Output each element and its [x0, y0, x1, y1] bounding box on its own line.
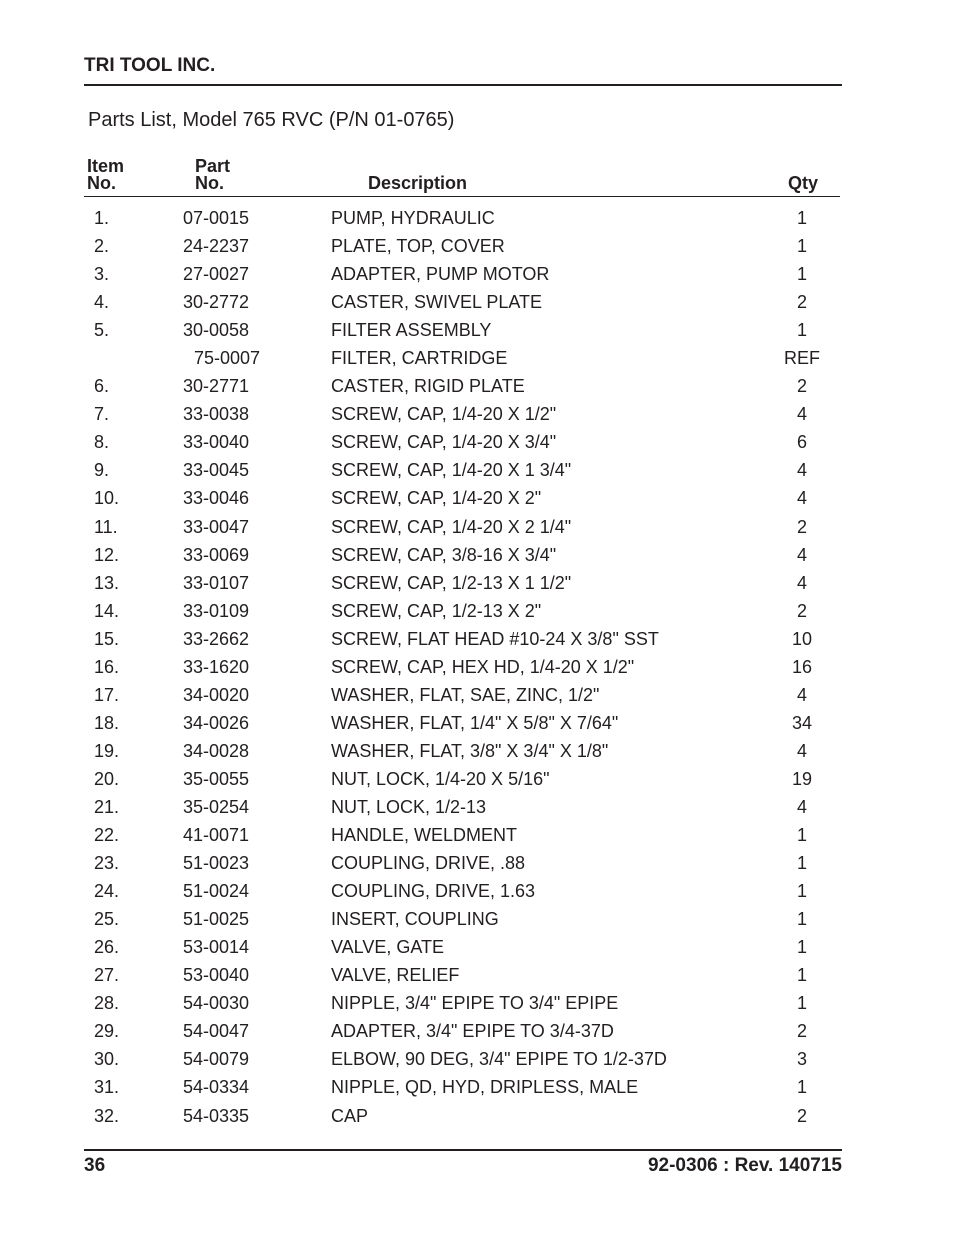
item-no: 19.	[94, 740, 120, 761]
part-no: 33-0038	[183, 404, 250, 425]
part-no: 24-2237	[183, 236, 250, 257]
quantity: 2	[796, 376, 807, 397]
footer-rule	[84, 1149, 842, 1151]
quantity: 1	[796, 965, 807, 986]
description: VALVE, GATE	[331, 937, 445, 958]
part-no: 30-2771	[183, 376, 250, 397]
quantity: 16	[791, 656, 813, 677]
item-no: 13.	[94, 572, 120, 593]
table-row	[0, 457, 954, 485]
quantity: 4	[796, 460, 807, 481]
quantity: 1	[796, 236, 807, 257]
page-title: Parts List, Model 765 RVC (P/N 01-0765)	[88, 109, 455, 131]
part-no: 75-0007	[194, 348, 261, 369]
description: COUPLING, DRIVE, .88	[331, 853, 526, 874]
description: CASTER, RIGID PLATE	[331, 376, 525, 397]
table-row	[0, 962, 954, 990]
description: SCREW, CAP, 1/4-20 X 1 3/4"	[331, 460, 572, 481]
table-row	[0, 934, 954, 962]
part-no: 51-0023	[183, 853, 250, 874]
column-header-qty: Qty	[788, 173, 819, 193]
item-no: 21.	[94, 796, 120, 817]
part-no: 33-0107	[183, 572, 250, 593]
description: CASTER, SWIVEL PLATE	[331, 292, 543, 313]
quantity: 4	[796, 544, 807, 565]
quantity: 2	[796, 1021, 807, 1042]
table-row	[0, 1074, 954, 1102]
description: SCREW, CAP, 3/8-16 X 3/4"	[331, 544, 557, 565]
item-no: 22.	[94, 825, 120, 846]
description: WASHER, FLAT, SAE, ZINC, 1/2"	[331, 684, 600, 705]
quantity: 2	[796, 1105, 807, 1126]
part-no: 33-0045	[183, 460, 250, 481]
item-no: 28.	[94, 993, 120, 1014]
quantity: 4	[796, 572, 807, 593]
document-revision: 92-0306 : Rev. 140715	[647, 1155, 842, 1176]
quantity: 6	[796, 432, 807, 453]
item-no: 2.	[94, 236, 110, 257]
item-no: 30.	[94, 1049, 120, 1070]
part-no: 54-0335	[183, 1105, 250, 1126]
part-no: 35-0254	[183, 796, 250, 817]
column-header-item-line1: Item	[87, 156, 125, 176]
description: FILTER ASSEMBLY	[331, 320, 492, 341]
description: ELBOW, 90 DEG, 3/4" EPIPE TO 1/2-37D	[331, 1049, 667, 1070]
table-row	[0, 990, 954, 1018]
part-no: 33-0047	[183, 516, 250, 537]
item-no: 12.	[94, 544, 120, 565]
part-no: 34-0026	[183, 712, 250, 733]
description: WASHER, FLAT, 1/4" X 5/8" X 7/64"	[331, 712, 619, 733]
table-row	[0, 850, 954, 878]
description: WASHER, FLAT, 3/8" X 3/4" X 1/8"	[331, 740, 609, 761]
quantity: 4	[796, 684, 807, 705]
table-row	[0, 317, 954, 345]
item-no: 26.	[94, 937, 120, 958]
description: PUMP, HYDRAULIC	[331, 208, 495, 228]
description: CAP	[331, 1105, 369, 1126]
table-row	[0, 1103, 954, 1131]
part-no: 27-0027	[183, 264, 250, 285]
column-header-part-line2: No.	[195, 173, 224, 193]
item-no: 16.	[94, 656, 120, 677]
quantity: 10	[791, 628, 813, 649]
description: NUT, LOCK, 1/2-13	[331, 796, 487, 817]
table-row	[0, 401, 954, 429]
item-no: 17.	[94, 684, 120, 705]
part-no: 33-1620	[183, 656, 250, 677]
table-row	[0, 1046, 954, 1074]
table-row	[0, 261, 954, 289]
part-no: 41-0071	[183, 825, 250, 846]
quantity: 1	[796, 993, 807, 1014]
description: FILTER, CARTRIDGE	[331, 348, 508, 369]
table-row	[0, 906, 954, 934]
item-no: 25.	[94, 909, 120, 930]
quantity: 1	[796, 208, 807, 228]
table-row	[0, 485, 954, 513]
description: SCREW, CAP, 1/4-20 X 2 1/4"	[331, 516, 572, 537]
part-no: 51-0025	[183, 909, 250, 930]
quantity: REF	[784, 348, 820, 369]
quantity: 1	[796, 853, 807, 874]
item-no: 27.	[94, 965, 120, 986]
quantity: 4	[796, 404, 807, 425]
part-no: 33-0040	[183, 432, 250, 453]
page-number: 36	[84, 1155, 106, 1176]
item-no: 32.	[94, 1105, 120, 1126]
table-row	[0, 654, 954, 682]
description: ADAPTER, PUMP MOTOR	[331, 264, 550, 285]
table-header-rule	[84, 196, 840, 197]
quantity: 1	[796, 825, 807, 846]
table-row	[0, 345, 954, 373]
description: SCREW, CAP, 1/4-20 X 2"	[331, 488, 542, 509]
description: SCREW, CAP, 1/4-20 X 3/4"	[331, 432, 557, 453]
table-row	[0, 766, 954, 794]
company-name: TRI TOOL INC.	[84, 55, 216, 76]
table-row	[0, 822, 954, 850]
part-no: 51-0024	[183, 881, 250, 902]
description: NIPPLE, QD, HYD, DRIPLESS, MALE	[331, 1077, 639, 1098]
quantity: 2	[796, 516, 807, 537]
table-row	[0, 1018, 954, 1046]
table-row	[0, 738, 954, 766]
part-no: 54-0030	[183, 993, 250, 1014]
table-row	[0, 682, 954, 710]
item-no: 9.	[94, 460, 110, 481]
quantity: 2	[796, 292, 807, 313]
part-no: 53-0040	[183, 965, 250, 986]
part-no: 53-0014	[183, 937, 250, 958]
table-row	[0, 626, 954, 654]
table-row	[0, 598, 954, 626]
item-no: 7.	[94, 404, 110, 425]
table-row	[0, 289, 954, 317]
description: SCREW, CAP, 1/4-20 X 1/2"	[331, 404, 557, 425]
item-no: 4.	[94, 292, 110, 313]
item-no: 31.	[94, 1077, 120, 1098]
item-no: 6.	[94, 376, 110, 397]
part-no: 33-0109	[183, 600, 250, 621]
quantity: 2	[796, 600, 807, 621]
description: ADAPTER, 3/4" EPIPE TO 3/4-37D	[331, 1021, 614, 1042]
item-no: 8.	[94, 432, 110, 453]
description: PLATE, TOP, COVER	[331, 236, 505, 257]
quantity: 1	[796, 881, 807, 902]
column-header-item-no	[87, 158, 124, 192]
table-row	[0, 514, 954, 542]
part-no: 54-0079	[183, 1049, 250, 1070]
part-no: 07-0015	[183, 208, 250, 228]
quantity: 1	[796, 1077, 807, 1098]
parts-table	[0, 205, 954, 1131]
header-rule	[84, 84, 842, 86]
table-row	[0, 429, 954, 457]
table-row	[0, 570, 954, 598]
item-no: 5.	[94, 320, 110, 341]
quantity: 3	[796, 1049, 807, 1070]
item-no: 29.	[94, 1021, 120, 1042]
quantity: 1	[796, 937, 807, 958]
quantity: 4	[796, 488, 807, 509]
quantity: 19	[791, 768, 813, 789]
column-header-part-line1: Part	[195, 156, 231, 176]
item-no: 1.	[94, 208, 110, 228]
quantity: 1	[796, 264, 807, 285]
quantity: 1	[796, 320, 807, 341]
table-row	[0, 205, 954, 233]
item-no: 18.	[94, 712, 120, 733]
description: NUT, LOCK, 1/4-20 X 5/16"	[331, 768, 550, 789]
quantity: 4	[796, 796, 807, 817]
column-header-item-line2: No.	[87, 173, 116, 193]
table-row	[0, 233, 954, 261]
description: SCREW, FLAT HEAD #10-24 X 3/8" SST	[331, 628, 659, 649]
part-no: 34-0020	[183, 684, 250, 705]
item-no: 15.	[94, 628, 120, 649]
description: VALVE, RELIEF	[331, 965, 460, 986]
table-row	[0, 794, 954, 822]
description: SCREW, CAP, HEX HD, 1/4-20 X 1/2"	[331, 656, 635, 677]
item-no: 11.	[94, 516, 118, 537]
description: HANDLE, WELDMENT	[331, 825, 518, 846]
part-no: 33-0046	[183, 488, 250, 509]
item-no: 10.	[94, 488, 120, 509]
table-row	[0, 878, 954, 906]
table-row	[0, 542, 954, 570]
part-no: 30-2772	[183, 292, 250, 313]
item-no: 24.	[94, 881, 120, 902]
part-no: 33-2662	[183, 628, 250, 649]
description: INSERT, COUPLING	[331, 909, 499, 930]
quantity: 34	[791, 712, 813, 733]
quantity: 1	[796, 909, 807, 930]
description: COUPLING, DRIVE, 1.63	[331, 881, 536, 902]
item-no: 14.	[94, 600, 120, 621]
column-header-description: Description	[368, 173, 468, 193]
item-no: 23.	[94, 853, 120, 874]
part-no: 54-0334	[183, 1077, 250, 1098]
table-row	[0, 373, 954, 401]
description: NIPPLE, 3/4" EPIPE TO 3/4" EPIPE	[331, 993, 619, 1014]
column-header-part-no	[195, 158, 230, 192]
item-no: 20.	[94, 768, 120, 789]
description: SCREW, CAP, 1/2-13 X 1 1/2"	[331, 572, 572, 593]
quantity: 4	[796, 740, 807, 761]
part-no: 35-0055	[183, 768, 250, 789]
table-row	[0, 710, 954, 738]
description: SCREW, CAP, 1/2-13 X 2"	[331, 600, 542, 621]
part-no: 54-0047	[183, 1021, 250, 1042]
part-no: 34-0028	[183, 740, 250, 761]
part-no: 33-0069	[183, 544, 250, 565]
item-no: 3.	[94, 264, 110, 285]
part-no: 30-0058	[183, 320, 250, 341]
